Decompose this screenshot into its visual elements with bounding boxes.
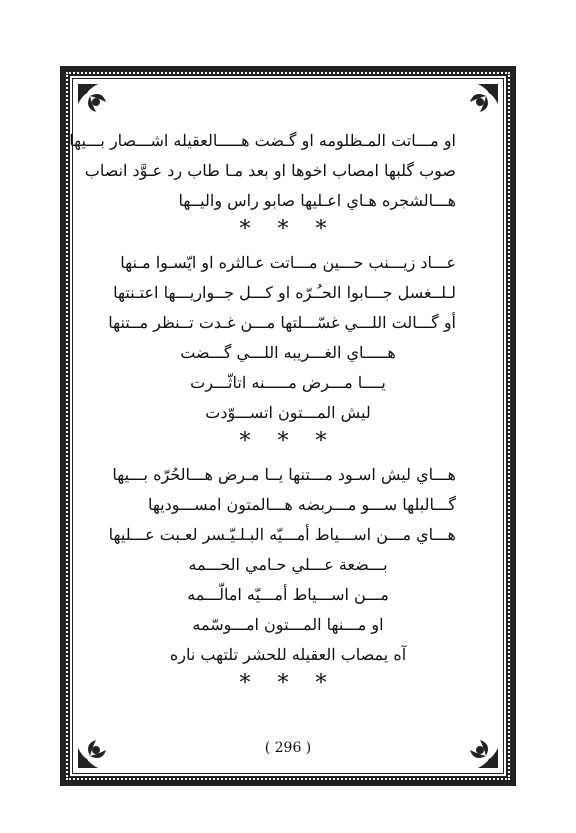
page-number: ( 296 ) bbox=[264, 740, 312, 756]
stanza-separator: * * * bbox=[239, 429, 337, 454]
poem-line: گـــالبلها ســـو مـــربضه هـــالمتون امســـوديها bbox=[147, 495, 456, 514]
poem-line: او مـــنها المـــتون امـــوسّمه bbox=[192, 615, 384, 634]
poem-line: لـلــغسل جـــابوا الحـُـرّه او كـــل جــواريـــها اعتـنتها bbox=[113, 283, 456, 302]
poem-line: عـــاد زيـــنب حـــين مـــاتت عـالثره او ايّسـوا مـنها bbox=[120, 253, 456, 272]
poem-body bbox=[69, 126, 456, 702]
page-frame bbox=[60, 66, 516, 786]
poem-line: مـــن اســـياط أمـــيّه امالّـــمه bbox=[187, 585, 389, 604]
stanza-separator: * * * bbox=[239, 217, 337, 242]
poem-line: ليش المـــتون اتســـوّدت bbox=[205, 403, 371, 422]
poem-line: صوب گلبها امصاب اخوها او بعد مـا طاب رد عـوَّد انصاب bbox=[84, 161, 456, 180]
floral-corner-ornament-icon bbox=[460, 82, 500, 122]
floral-corner-ornament-icon bbox=[76, 82, 116, 122]
stanza bbox=[69, 126, 456, 216]
stanza bbox=[108, 248, 456, 428]
stanza-separator: * * * bbox=[239, 671, 337, 696]
poem-line: آه يمصاب العقيله للحشر تلتهب ناره bbox=[169, 645, 407, 664]
poem-line: او مـــاتت المـظلومه او گـضت هـــــالعقيله اشـــصار بـــيها bbox=[69, 131, 456, 150]
poem-line: هـــالشجره هـاي اعـليها صابو راس واليــها bbox=[178, 191, 456, 210]
poem-line: يــــا مـــرض مـــــنه اتاثّـــرت bbox=[190, 373, 386, 392]
stanza bbox=[108, 460, 456, 670]
poem-line: أو گـــالت اللـــي غسّـــلتها مـــن غـدت تــنظر مــتنها bbox=[108, 313, 456, 332]
poem-line: بـــضعة عـــلي حـامي الحـــمه bbox=[188, 555, 388, 574]
poem-line: هـــاي مـــن اســـياط أمـــيّه البـلـيّـسر لعـبت عـــليها bbox=[108, 525, 456, 544]
poem-line: هـــاي ليش اسـود مـــتنها يــا مـرض هـــالحُرّه بـــيها bbox=[112, 465, 456, 484]
poem-line: هـــــاي الغـــريبه اللـــي گـــضت bbox=[180, 343, 396, 362]
